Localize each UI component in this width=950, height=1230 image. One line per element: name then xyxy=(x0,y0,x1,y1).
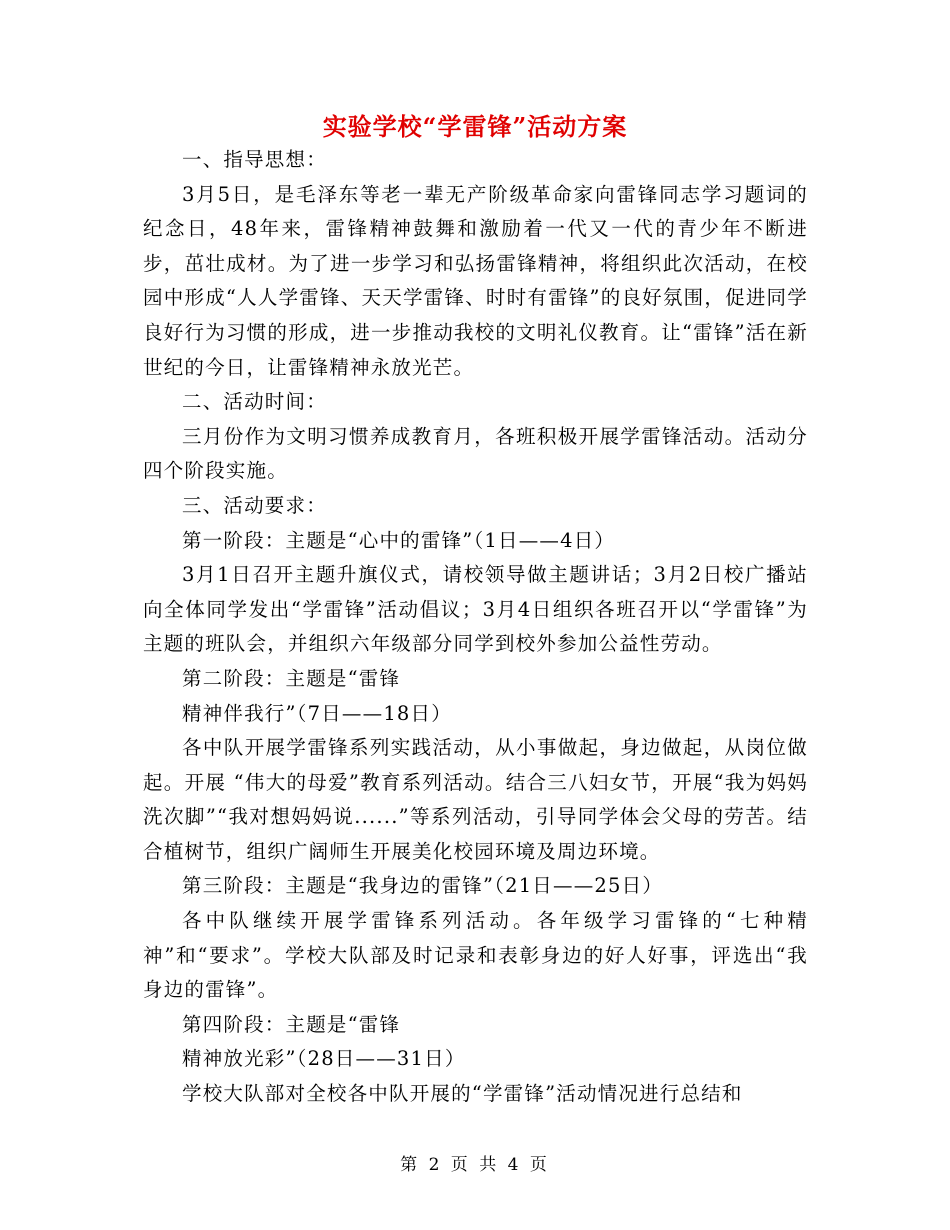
stage-four-heading-line1: 第四阶段：主题是“雷锋 xyxy=(182,1012,401,1036)
paragraph-guiding-idea: 3月5日，是毛泽东等老一辈无产阶级革命家向雷锋同志学习题词的纪念日，48年来，雷锋精神鼓舞和激励着一代又一代的青少年不断进步，茁壮成材。为了进一步学习和弘扬雷锋精神，将组织此次活动，在校园中形成“人人学雷锋、天天学雷锋、时时有雷锋”的良好氛围，促进同学良好行为习惯的形成，进一步推动我校的文明礼仪教育。让“雷锋”活在新世纪的今日，让雷锋精神永放光芒。 xyxy=(143,182,808,379)
paragraph-stage-three: 各中队继续开展学雷锋系列活动。各年级学习雷锋的“七种精神”和“要求”。学校大队部及时记录和表彰身边的好人好事，评选出“我身边的雷锋”。 xyxy=(143,909,808,1002)
paragraph-stage-two: 各中队开展学雷锋系列实践活动，从小事做起，身边做起，从岗位做起。开展 “伟大的母爱”教育系列活动。结合三八妇女节，开展“我为妈妈洗次脚”“我对想妈妈说......”等系列活动，引导同学体会父母的劳苦。结合植树节，组织广阔师生开展美化校园环境及周边环境。 xyxy=(143,736,808,863)
stage-one-heading: 第一阶段：主题是“心中的雷锋”（1日——4日） xyxy=(182,528,616,552)
document-body xyxy=(143,143,808,1112)
page-number-footer: 第 2 页 共 4 页 xyxy=(400,1155,550,1175)
section-heading-activity-requirements: 三、活动要求： xyxy=(182,493,327,517)
stage-four-heading-line2: 精神放光彩”（28日——31日） xyxy=(182,1047,466,1071)
stage-two-heading-line1: 第二阶段：主题是“雷锋 xyxy=(182,666,401,690)
paragraph-activity-time: 三月份作为文明习惯养成教育月，各班积极开展学雷锋活动。活动分四个阶段实施。 xyxy=(143,424,808,483)
paragraph-stage-four: 学校大队部对全校各中队开展的“学雷锋”活动情况进行总结和 xyxy=(182,1082,743,1106)
section-heading-activity-time: 二、活动时间： xyxy=(182,390,327,414)
section-heading-guiding-idea: 一、指导思想： xyxy=(182,148,327,171)
document-title: 实验学校“学雷锋”活动方案 xyxy=(322,112,628,141)
stage-two-heading-line2: 精神伴我行”（7日——18日） xyxy=(182,701,452,725)
paragraph-stage-one: 3月1日召开主题升旗仪式，请校领导做主题讲话；3月2日校广播站向全体同学发出“学雷锋”活动倡议；3月4日组织各班召开以“学雷锋”为主题的班队会，并组织六年级部分同学到校外参加公益性劳动。 xyxy=(143,563,808,656)
stage-three-heading: 第三阶段：主题是“我身边的雷锋”（21日——25日） xyxy=(182,874,664,898)
